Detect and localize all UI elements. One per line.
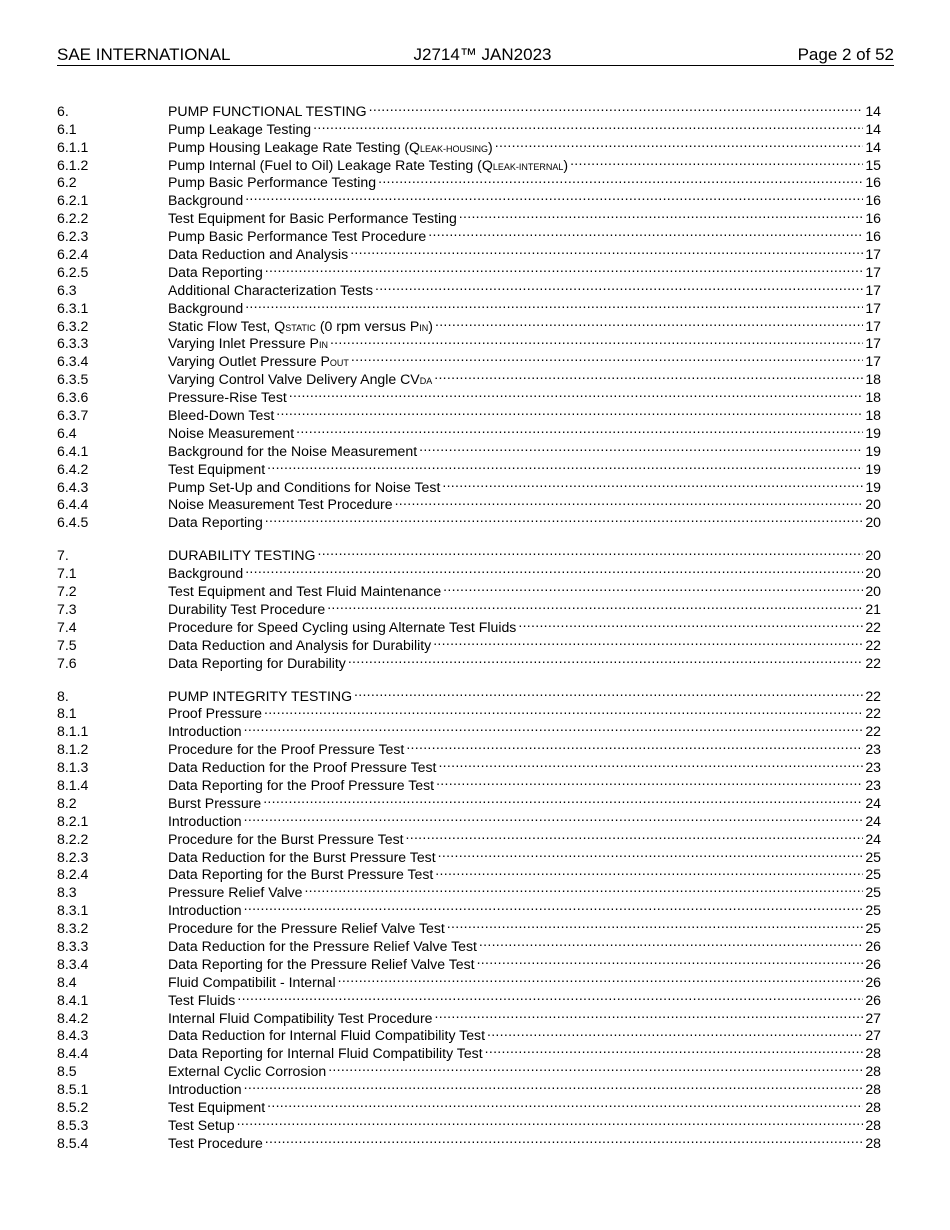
dot-leader <box>433 862 863 880</box>
toc-entry-title-tail: (0 rpm versus P <box>315 317 420 334</box>
toc-entry-number: 6.3.1 <box>57 299 89 316</box>
toc-entry-page: 23 <box>865 741 881 758</box>
dot-leader <box>348 241 863 259</box>
dot-leader <box>417 438 863 456</box>
dot-leader <box>404 826 864 844</box>
toc-entry-page: 19 <box>865 478 881 495</box>
toc-entry-title[interactable] <box>168 723 242 741</box>
toc-entry-page: 17 <box>865 317 881 334</box>
dot-leader <box>261 790 863 808</box>
toc-entry-number: 8.3 <box>57 884 77 901</box>
toc-entry-number: 7.1 <box>57 565 77 582</box>
toc-entry-title-text: Introduction <box>168 723 242 740</box>
toc-entry-page: 24 <box>865 794 881 811</box>
dot-leader <box>263 509 864 527</box>
toc-entry-title[interactable] <box>168 425 294 443</box>
dot-leader <box>336 969 864 987</box>
dot-leader <box>242 897 864 915</box>
toc-entry-page: 18 <box>865 407 881 424</box>
toc-entry-number: 6.4.2 <box>57 460 89 477</box>
toc-entry-title-text: Background for the Noise Measurement <box>168 442 418 459</box>
toc-entry-page: 19 <box>865 424 881 441</box>
dot-leader <box>434 772 863 790</box>
dot-leader <box>352 683 863 701</box>
toc-entry-title[interactable] <box>168 938 477 956</box>
toc-entry-title-text: Proof Pressure <box>168 705 262 722</box>
dot-leader <box>326 1058 863 1076</box>
toc-entry-number: 8.1.4 <box>57 776 89 793</box>
toc-entry-number: 8.4.3 <box>57 1027 89 1044</box>
toc-entry-title[interactable] <box>168 655 346 673</box>
toc-entry-number: 8.5.1 <box>57 1081 89 1098</box>
toc-entry-page: 16 <box>865 174 881 191</box>
toc-entry-title-text: Introduction <box>168 902 242 919</box>
toc-entry-title-text: Procedure for Speed Cycling using Alternate Test Fluids <box>168 618 517 635</box>
dot-leader <box>436 844 864 862</box>
toc-entry-title-text: Varying Control Valve Delivery Angle CV <box>168 371 420 388</box>
dot-leader <box>367 98 864 116</box>
toc-entry-title-text: Data Reduction and Analysis for Durability <box>168 636 432 653</box>
toc-entry-title-text: Data Reporting for the Proof Pressure Test <box>168 776 435 793</box>
toc-entry-number: 8.3.3 <box>57 937 89 954</box>
toc-entry-number: 8.4.1 <box>57 991 89 1008</box>
dot-leader <box>287 384 864 402</box>
toc-entry-page: 28 <box>865 1045 881 1062</box>
toc-entry-page: 22 <box>865 654 881 671</box>
toc-entry-page: 22 <box>865 636 881 653</box>
toc-entry-page: 22 <box>865 618 881 635</box>
toc-entry-title[interactable] <box>168 407 274 425</box>
toc-entry-title-text: Test Setup <box>168 1116 235 1133</box>
toc-entry-title-text: Introduction <box>168 812 242 829</box>
document-id: J2714™ JAN2023 <box>413 45 552 64</box>
toc-entry-subscript: LEAK-INTERNAL <box>492 161 564 172</box>
toc-entry-page: 25 <box>865 866 881 883</box>
toc-entry-title-text: Pump Leakage Testing <box>168 120 312 137</box>
toc-entry-page: 28 <box>865 1134 881 1151</box>
dot-leader <box>265 1094 863 1112</box>
toc-entry-page: 19 <box>865 460 881 477</box>
toc-entry-title-text: Burst Pressure <box>168 794 262 811</box>
toc-entry-title[interactable] <box>168 461 265 479</box>
toc-entry-subscript: STATIC <box>285 322 316 333</box>
toc-entry-number: 6.1 <box>57 120 77 137</box>
toc-entry-number: 6.3.7 <box>57 407 89 424</box>
dot-leader <box>433 313 863 331</box>
toc-entry-title-text: Introduction <box>168 1081 242 1098</box>
toc-entry-number: 6.4 <box>57 424 77 441</box>
toc-entry-page: 23 <box>865 776 881 793</box>
toc-entry-number: 8.1 <box>57 705 77 722</box>
toc-entry-page: 17 <box>865 281 881 298</box>
page-header <box>57 44 894 66</box>
toc-entry-page: 26 <box>865 973 881 990</box>
toc-entry-title-text: Pump Basic Performance Test Procedure <box>168 228 427 245</box>
toc-entry-title-text: Pump Housing Leakage Rate Testing (Q <box>168 138 421 155</box>
dot-leader <box>349 348 863 366</box>
toc-entry-title[interactable] <box>168 192 243 210</box>
toc-entry-page: 21 <box>865 600 881 617</box>
toc-entry[interactable] <box>57 542 881 564</box>
toc-entry-page: 28 <box>865 1098 881 1115</box>
dot-leader <box>516 614 863 632</box>
dot-leader <box>316 542 864 560</box>
toc-entry-number: 6.1.2 <box>57 156 89 173</box>
toc-entry-title-text: Noise Measurement Test Procedure <box>168 496 393 513</box>
toc-entry-title-text: Pressure Relief Valve <box>168 884 303 901</box>
toc-entry-title[interactable] <box>168 210 457 228</box>
table-of-contents <box>57 98 881 1163</box>
toc-entry-page: 17 <box>865 263 881 280</box>
dot-leader <box>433 1005 864 1023</box>
toc-entry-page: 18 <box>865 389 881 406</box>
toc-entry-title[interactable] <box>168 992 235 1010</box>
toc-entry-number: 6.4.3 <box>57 478 89 495</box>
toc-entry-title[interactable] <box>168 121 311 139</box>
toc-entry-title[interactable] <box>168 1117 235 1135</box>
toc-entry[interactable] <box>57 683 881 704</box>
toc-entry-page: 22 <box>865 723 881 740</box>
dot-leader <box>485 1023 863 1041</box>
toc-entry-number: 8.1.2 <box>57 741 89 758</box>
toc-entry-page: 16 <box>865 192 881 209</box>
toc-entry-title[interactable] <box>168 849 436 867</box>
toc-entry-page: 17 <box>865 246 881 263</box>
toc-entry-subscript: IN <box>318 340 328 351</box>
dot-leader <box>265 456 863 474</box>
toc-entry-title-text: Noise Measurement <box>168 424 295 441</box>
toc-entry-title[interactable] <box>168 741 404 759</box>
toc-entry-number: 8.1.3 <box>57 759 89 776</box>
dot-leader <box>263 1130 864 1148</box>
toc-entry-number: 6.3.2 <box>57 317 89 334</box>
toc-entry-number: 8.3.4 <box>57 955 89 972</box>
toc-entry-title-text: Procedure for the Pressure Relief Valve Test <box>168 920 445 937</box>
toc-entry-number: 7.2 <box>57 583 77 600</box>
toc-entry-number: 6.3.6 <box>57 389 89 406</box>
dot-leader <box>445 915 864 933</box>
toc-entry-page: 20 <box>865 565 881 582</box>
toc-entry-title-text: Internal Fluid Compatibility Test Procedure <box>168 1009 433 1026</box>
toc-entry-page: 26 <box>865 937 881 954</box>
toc-entry-number: 8.2.2 <box>57 830 89 847</box>
toc-entry-title-text: Pump Set-Up and Conditions for Noise Test <box>168 478 441 495</box>
toc-entry-page: 20 <box>865 514 881 531</box>
toc-entry-number: 8.5 <box>57 1063 77 1080</box>
dot-leader <box>393 492 864 510</box>
toc-entry-title-text: Test Equipment <box>168 1098 266 1115</box>
toc-entry-title[interactable] <box>168 1027 485 1045</box>
toc-entry-title-text: Data Reduction for the Pressure Relief Valve Test <box>168 937 477 954</box>
toc-entry-number: 6.2.2 <box>57 210 89 227</box>
dot-leader <box>242 808 864 826</box>
toc-entry-title[interactable] <box>168 1135 263 1153</box>
toc-entry-number: 6.2.3 <box>57 228 89 245</box>
toc-entry-number: 8.2.4 <box>57 866 89 883</box>
toc-entry-title[interactable] <box>168 1081 242 1099</box>
toc-entry-title-text: Data Reporting for Internal Fluid Compatibility Test <box>168 1045 483 1062</box>
dot-leader <box>302 879 863 897</box>
toc-entry-title-text: Test Equipment and Test Fluid Maintenance <box>168 583 442 600</box>
toc-entry-number: 6.4.4 <box>57 496 89 513</box>
toc-entry-title-text: PUMP FUNCTIONAL TESTING <box>168 102 367 119</box>
toc-entry-number: 8.5.3 <box>57 1116 89 1133</box>
toc-entry-title-text: Data Reporting for the Burst Pressure Test <box>168 866 434 883</box>
toc-entry-number: 7. <box>57 547 69 564</box>
toc-entry-number: 7.6 <box>57 654 77 671</box>
toc-entry-page: 22 <box>865 705 881 722</box>
toc-entry-title-text: Additional Characterization Tests <box>168 281 373 298</box>
toc-section-group <box>57 683 881 1151</box>
dot-leader <box>483 1040 864 1058</box>
toc-section-group <box>57 98 881 531</box>
toc-entry-title[interactable] <box>168 1010 433 1028</box>
toc-entry-title-tail: ) <box>563 156 569 173</box>
toc-entry-title-text: Test Procedure <box>168 1134 263 1151</box>
dot-leader <box>243 187 863 205</box>
toc-entry-number: 6.4.5 <box>57 514 89 531</box>
toc-entry-page: 18 <box>865 371 881 388</box>
toc-entry-title-text: External Cyclic Corrosion <box>168 1063 327 1080</box>
toc-entry-number: 8.1.1 <box>57 723 89 740</box>
toc-entry-page: 26 <box>865 991 881 1008</box>
toc-entry-title[interactable] <box>168 831 404 849</box>
toc-entry-number: 8.3.1 <box>57 902 89 919</box>
toc-entry-number: 6.4.1 <box>57 442 89 459</box>
toc-entry-number: 7.5 <box>57 636 77 653</box>
toc-entry-number: 6.1.1 <box>57 138 89 155</box>
dot-leader <box>432 366 863 384</box>
toc-entry-title-text: Background <box>168 565 244 582</box>
toc-entry-page: 25 <box>865 884 881 901</box>
toc-entry-number: 8. <box>57 687 69 704</box>
dot-leader <box>440 474 863 492</box>
toc-entry-title-text: Varying Outlet Pressure P <box>168 353 330 370</box>
toc-entry-title[interactable] <box>168 813 242 831</box>
dot-leader <box>262 701 863 719</box>
toc-entry-title-text: Data Reporting <box>168 514 263 531</box>
toc-entry-page: 22 <box>865 687 881 704</box>
dot-leader <box>235 987 863 1005</box>
toc-entry-number: 8.4 <box>57 973 77 990</box>
toc-entry-page: 25 <box>865 902 881 919</box>
dot-leader <box>436 754 863 772</box>
toc-entry-title-text: Static Flow Test, Q <box>168 317 286 334</box>
toc-entry-page: 27 <box>865 1009 881 1026</box>
dot-leader <box>243 560 863 578</box>
toc-entry-title-text: Data Reduction and Analysis <box>168 246 349 263</box>
toc-entry-number: 8.4.4 <box>57 1045 89 1062</box>
toc-entry-title-text: Bleed-Down Test <box>168 407 275 424</box>
toc-entry-title[interactable] <box>168 264 263 282</box>
toc-entry-title-text: Procedure for the Proof Pressure Test <box>168 741 405 758</box>
toc-entry-number: 8.4.2 <box>57 1009 89 1026</box>
toc-entry-title-text: Data Reporting for Durability <box>168 654 346 671</box>
toc-entry-title-text: Procedure for the Burst Pressure Test <box>168 830 404 847</box>
toc-entry-number: 8.5.4 <box>57 1134 89 1151</box>
toc-entry-subscript: LEAK-HOUSING <box>420 143 489 154</box>
toc-entry-page: 25 <box>865 920 881 937</box>
toc-entry-page: 27 <box>865 1027 881 1044</box>
toc-entry-title-text: Data Reduction for the Proof Pressure Test <box>168 759 437 776</box>
dot-leader <box>457 205 864 223</box>
toc-entry-title-text: Data Reporting <box>168 263 263 280</box>
toc-entry-page: 16 <box>865 210 881 227</box>
dot-leader <box>373 277 863 295</box>
toc-entry-number: 6.2.4 <box>57 246 89 263</box>
toc-entry-number: 7.4 <box>57 618 77 635</box>
toc-entry-title-text: Test Fluids <box>168 991 236 1008</box>
dot-leader <box>568 152 863 170</box>
toc-entry-page: 24 <box>865 830 881 847</box>
toc-entry-title-text: Background <box>168 192 244 209</box>
toc-entry-number: 6.3.3 <box>57 335 89 352</box>
toc-entry-page: 24 <box>865 812 881 829</box>
dot-leader <box>477 933 863 951</box>
dot-leader <box>311 116 863 134</box>
organization-name: SAE INTERNATIONAL <box>57 45 231 64</box>
toc-entry-number: 6.3.4 <box>57 353 89 370</box>
toc-entry-title[interactable] <box>168 759 436 777</box>
page-number: Page 2 of 52 <box>797 45 894 64</box>
toc-entry-page: 17 <box>865 299 881 316</box>
toc-entry-title-text: Pressure-Rise Test <box>168 389 287 406</box>
dot-leader <box>431 632 863 650</box>
toc-entry-number: 6.2.5 <box>57 263 89 280</box>
dot-leader <box>426 223 863 241</box>
toc-section-group <box>57 542 881 671</box>
toc-entry-page: 14 <box>865 102 881 119</box>
dot-leader <box>242 718 864 736</box>
toc-entry-page: 17 <box>865 335 881 352</box>
toc-entry-number: 6. <box>57 102 69 119</box>
toc-entry-page: 25 <box>865 848 881 865</box>
toc-entry-page: 20 <box>865 547 881 564</box>
dot-leader <box>376 170 863 188</box>
toc-entry[interactable] <box>57 98 881 119</box>
toc-entry-number: 8.2.3 <box>57 848 89 865</box>
dot-leader <box>325 596 863 614</box>
dot-leader <box>441 578 863 596</box>
dot-leader <box>274 402 863 420</box>
toc-entry-page: 15 <box>865 156 881 173</box>
toc-entry-title[interactable] <box>168 514 263 532</box>
dot-leader <box>475 951 864 969</box>
toc-entry-title-text: Test Equipment <box>168 460 266 477</box>
dot-leader <box>243 295 863 313</box>
toc-entry-page: 14 <box>865 138 881 155</box>
toc-entry-page: 17 <box>865 353 881 370</box>
toc-entry-title[interactable] <box>168 920 445 938</box>
toc-entry-title-text: Pump Internal (Fuel to Oil) Leakage Rate Testing (Q <box>168 156 493 173</box>
toc-entry-page: 28 <box>865 1116 881 1133</box>
toc-entry-title[interactable] <box>168 300 243 318</box>
toc-entry-title[interactable] <box>168 565 243 583</box>
toc-entry-title-text: Durability Test Procedure <box>168 600 326 617</box>
dot-leader <box>493 134 864 152</box>
dot-leader <box>263 259 864 277</box>
toc-entry-number: 8.2 <box>57 794 77 811</box>
toc-entry-title-text: Data Reporting for the Pressure Relief Valve Test <box>168 955 475 972</box>
toc-entry-subscript: OUT <box>329 358 349 369</box>
toc-entry-title-text: Pump Basic Performance Testing <box>168 174 377 191</box>
toc-entry-title[interactable] <box>168 902 242 920</box>
toc-entry-title-text: Test Equipment for Basic Performance Testing <box>168 210 457 227</box>
dot-leader <box>294 420 863 438</box>
toc-entry-title[interactable] <box>168 601 325 619</box>
toc-entry-title[interactable] <box>168 389 287 407</box>
toc-entry-number: 8.5.2 <box>57 1098 89 1115</box>
toc-entry-page: 20 <box>865 496 881 513</box>
toc-entry-title-text: Fluid Compatibilit - Internal <box>168 973 336 990</box>
toc-entry-page: 20 <box>865 583 881 600</box>
dot-leader <box>346 650 863 668</box>
toc-entry-number: 6.3 <box>57 281 77 298</box>
dot-leader <box>242 1076 864 1094</box>
toc-entry-number: 7.3 <box>57 600 77 617</box>
toc-entry-number: 8.2.1 <box>57 812 89 829</box>
dot-leader <box>404 736 863 754</box>
dot-leader <box>235 1112 864 1130</box>
toc-entry-number: 8.3.2 <box>57 920 89 937</box>
toc-entry-subscript: DA <box>419 376 433 387</box>
toc-entry-subscript: IN <box>419 322 429 333</box>
toc-entry-title-tail: ) <box>488 138 493 155</box>
toc-entry-page: 23 <box>865 759 881 776</box>
toc-entry-title-tail: ) <box>428 317 433 334</box>
toc-entry-number: 6.2 <box>57 174 77 191</box>
toc-entry-page: 26 <box>865 955 881 972</box>
toc-entry-title-text: Data Reduction for the Burst Pressure Test <box>168 848 436 865</box>
toc-entry-title-text: Background <box>168 299 244 316</box>
toc-entry-number: 6.2.1 <box>57 192 89 209</box>
toc-entry-title-text: Varying Inlet Pressure P <box>168 335 319 352</box>
toc-entry-page: 14 <box>865 120 881 137</box>
toc-entry-title-text: Data Reduction for Internal Fluid Compatibility Test <box>168 1027 485 1044</box>
toc-entry-page: 19 <box>865 442 881 459</box>
toc-entry-page: 28 <box>865 1063 881 1080</box>
toc-entry-number: 6.3.5 <box>57 371 89 388</box>
toc-entry-title-text: PUMP INTEGRITY TESTING <box>168 687 353 704</box>
toc-entry-title-text: DURABILITY TESTING <box>168 547 316 564</box>
dot-leader <box>328 331 863 349</box>
toc-entry-page: 16 <box>865 228 881 245</box>
toc-entry-page: 28 <box>865 1081 881 1098</box>
